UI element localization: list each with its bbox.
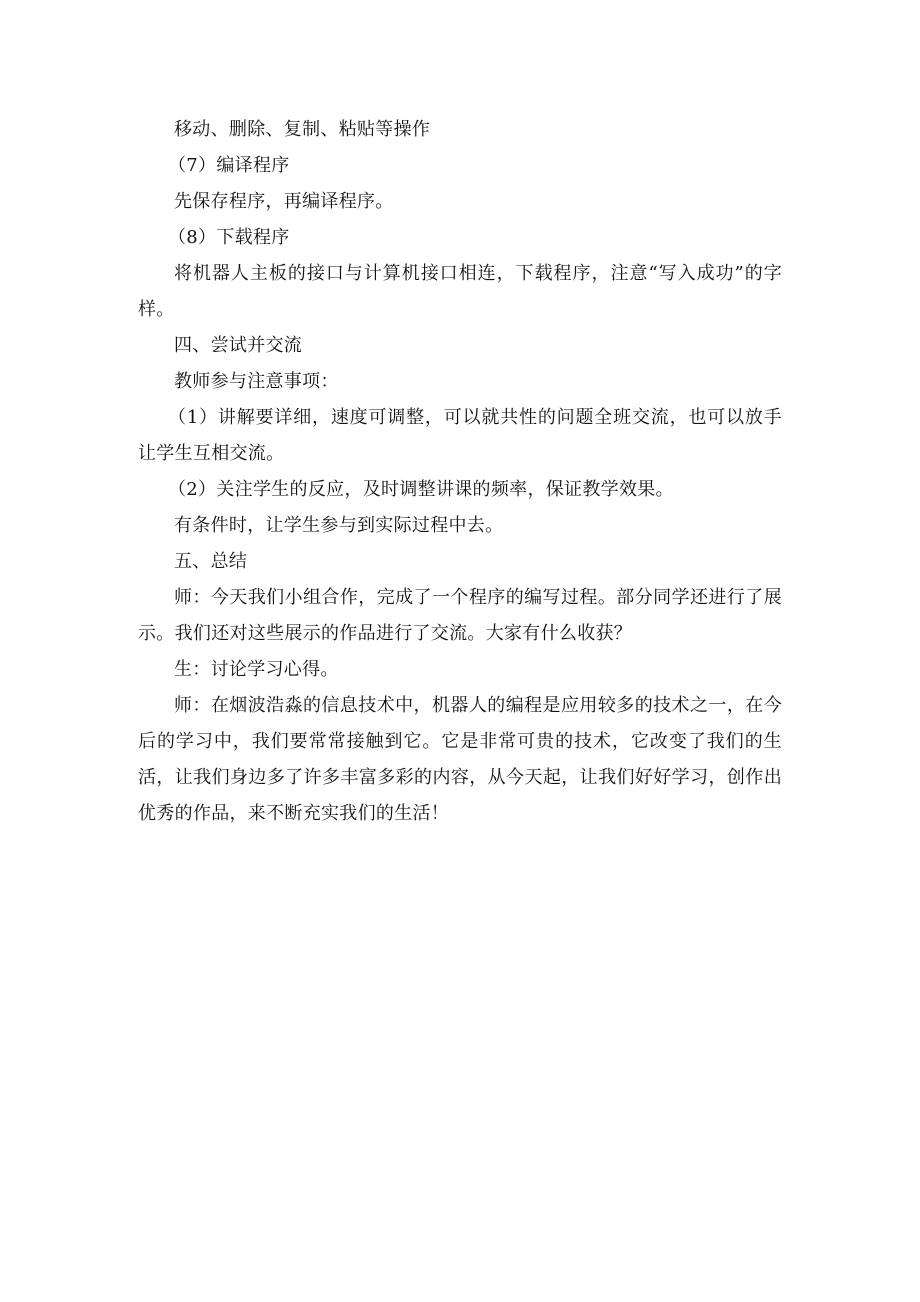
paragraph-teacher-summary: 师：今天我们小组合作，完成了一个程序的编写过程。部分同学还进行了展示。我们还对这些展示的作品进行了交流。大家有什么收获？: [138, 587, 782, 644]
paragraph-save-then-compile: 先保存程序，再编译程序。: [174, 191, 394, 212]
paragraph-note-1: （1）讲解要详细，速度可调整，可以就共性的问题全班交流，也可以放手让学生互相交流。: [138, 407, 782, 464]
paragraph-teacher-notes-title: 教师参与注意事项：: [174, 371, 339, 392]
paragraph-note-2: （2）关注学生的反应，及时调整讲课的频率，保证教学效果。: [168, 479, 674, 500]
paragraph-participation: 有条件时，让学生参与到实际过程中去。: [174, 515, 504, 536]
document-body: [138, 112, 782, 832]
paragraph-student-response: 生：讨论学习心得。: [174, 659, 339, 680]
paragraph-download-instructions: 将机器人主板的接口与计算机接口相连，下载程序，注意“写入成功”的字样。: [138, 263, 782, 320]
paragraph-edit-operations: 移动、删除、复制、粘贴等操作: [174, 119, 431, 140]
heading-download-program: （8）下载程序: [168, 227, 290, 248]
heading-compile-program: （7）编译程序: [168, 155, 290, 176]
section-heading-summary: 五、总结: [174, 551, 248, 572]
section-heading-try-and-share: 四、尝试并交流: [174, 335, 303, 356]
paragraph-teacher-closing: 师：在烟波浩淼的信息技术中，机器人的编程是应用较多的技术之一，在今后的学习中，我们要常常接触到它。它是非常可贵的技术，它改变了我们的生活，让我们身边多了许多丰富多彩的内容，从今天起，让我们好好学习，创作出优秀的作品，来不断充实我们的生活！: [138, 695, 782, 824]
